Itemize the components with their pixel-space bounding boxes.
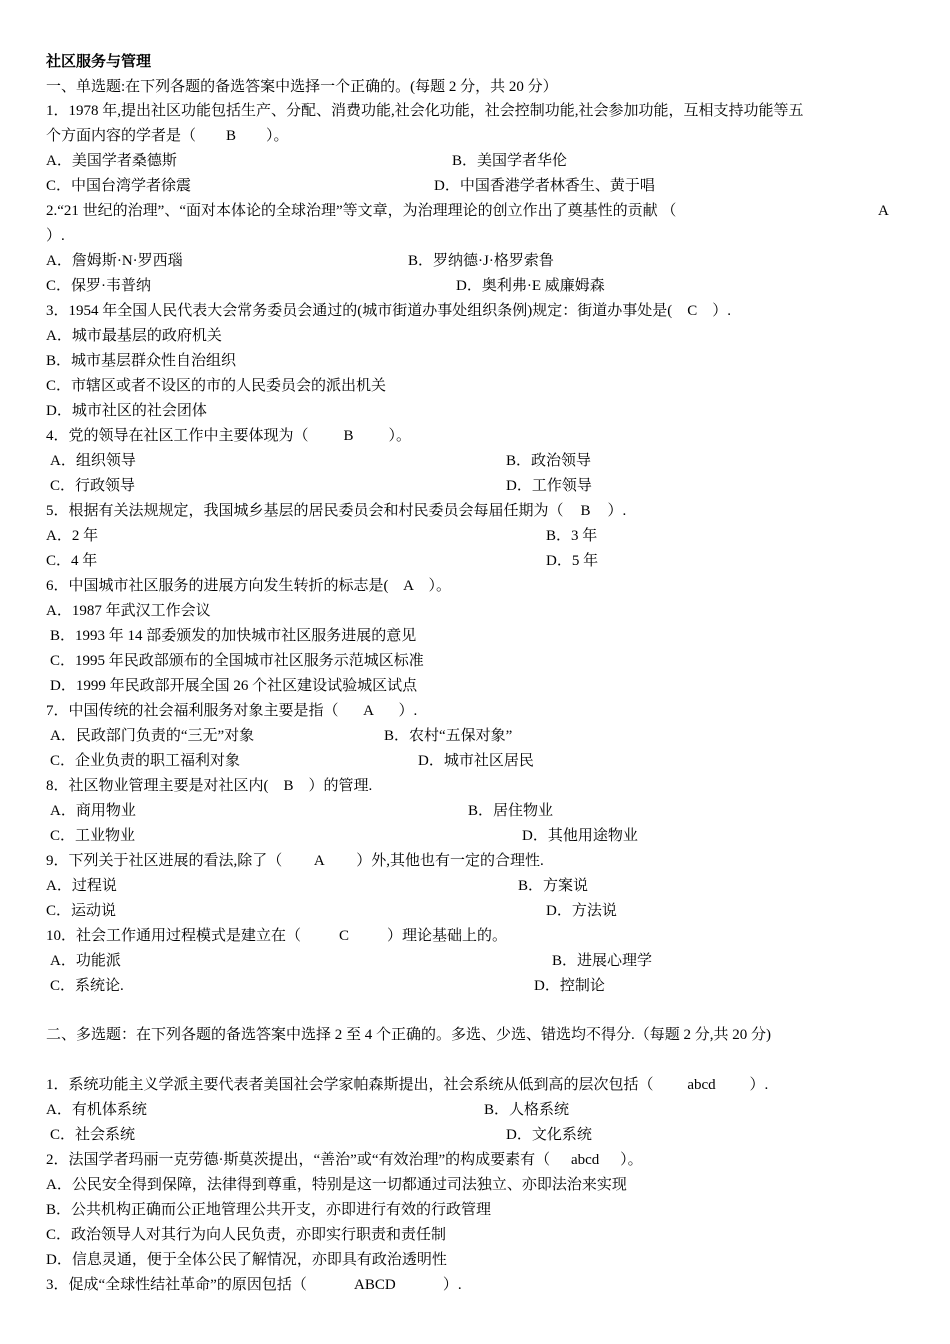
q6-option-c: C．1995 年民政部颁布的全国城市社区服务示范城区标准 [50,653,424,669]
q9-answer: A [313,853,325,869]
s2-q2-answer: abcd [570,1152,600,1168]
section2-heading: 二、多选题：在下列各题的备选答案中选择 2 至 4 个正确的。多选、少选、错选均不得分.（每题 2 分,共 20 分) [46,1027,771,1043]
q7-answer: A [363,703,374,719]
q2-option-b: B．罗纳德·J·格罗索鲁 [408,253,554,269]
q3-stem-b: ）. [712,303,732,319]
s2-q3-stem-b: ）. [442,1277,462,1293]
q7-stem [46,701,417,721]
s2-q1-option-b: B．人格系统 [484,1102,570,1118]
s2-q3-stem-a: 3．促成“全球性结社革命”的原因包括（ [46,1277,307,1293]
s2-q2-stem-b: ）。 [620,1152,643,1168]
q7-stem-a: 7．中国传统的社会福利服务对象主要是指（ [46,703,339,719]
q3-option-d: D．城市社区的社会团体 [46,403,207,419]
q4-stem-b: ）。 [388,428,412,444]
q10-answer: C [339,928,350,944]
q1-stem-line1: 1．1978 年,提出社区功能包括生产、分配、消费功能,社会化功能，社会控制功能,社会参加功能，互相支持功能等五 [46,103,804,119]
q9-option-a: A．过程说 [46,878,117,894]
q8-option-d: D．其他用途物业 [522,828,638,844]
q9-option-d: D．方法说 [546,903,617,919]
q1-stem-line2 [46,126,289,146]
q10-option-b: B．进展心理学 [552,953,653,969]
q8-answer: B [283,778,294,794]
q4-option-c: C．行政领导 [50,478,136,494]
q4-stem [46,426,411,446]
s2-q1-stem [46,1075,768,1095]
q3-answer: C [687,303,698,319]
q2-option-a: A．詹姆斯·N·罗西瑙 [46,253,183,269]
s2-q3-stem [46,1275,462,1295]
s2-q2-option-d: D．信息灵通，便于全体公民了解情况，亦即具有政治透明性 [46,1252,447,1268]
q5-stem [46,501,626,521]
s2-q2-option-a: A．公民安全得到保障，法律得到尊重，特别是这一切都通过司法独立、亦即法治来实现 [46,1177,627,1193]
q8-option-c: C．工业物业 [50,828,136,844]
q4-option-b: B．政治领导 [506,453,592,469]
q2-stem-line1: 2.“21 世纪的治理”、“面对本体论的全球治理”等文章，为治理理论的创立作出了奠基性的贡献 （ [46,203,677,219]
s2-q2-option-c: C．政治领导人对其行为向人民负责，亦即实行职责和责任制 [46,1227,447,1243]
q2-option-c: C．保罗·韦普纳 [46,278,152,294]
q3-option-c: C．市辖区或者不设区的市的人民委员会的派出机关 [46,378,387,394]
s2-q1-option-d: D．文化系统 [506,1127,592,1143]
s2-q1-option-a: A．有机体系统 [46,1102,147,1118]
q4-option-d: D．工作领导 [506,478,592,494]
q1-option-d: D．中国香港学者林香生、黄于唱 [434,178,655,194]
q1-option-a: A．美国学者桑德斯 [46,153,177,169]
q10-option-a: A．功能派 [50,953,121,969]
q5-option-b: B．3 年 [546,528,598,544]
s2-q1-answer: abcd [687,1077,716,1093]
q5-stem-b: ）. [607,503,627,519]
q1-answer: B [226,128,237,144]
q6-stem [46,576,451,596]
q9-option-b: B．方案说 [518,878,589,894]
q5-option-a: A．2 年 [46,528,99,544]
q1-stem-b: ）。 [266,128,289,144]
q8-stem-b: ）的管理. [308,778,373,794]
s2-q2-stem [46,1150,643,1170]
q3-option-a: A．城市最基层的政府机关 [46,328,222,344]
q7-stem-b: ）. [398,703,418,719]
q9-option-c: C．运动说 [46,903,117,919]
q6-option-b: B．1993 年 14 部委颁发的加快城市社区服务进展的意见 [50,628,417,644]
q2-answer: A [878,203,889,219]
s2-q1-option-c: C．社会系统 [50,1127,136,1143]
section1-heading: 一、单选题:在下列各题的备选答案中选择一个正确的。(每题 2 分，共 20 分） [46,79,558,95]
s2-q2-stem-a: 2．法国学者玛丽一克劳德·斯莫茨提出，“善治”或“有效治理”的构成要素有（ [46,1152,551,1168]
q8-option-a: A．商用物业 [50,803,136,819]
q2-option-d: D．奥利弗·E 威廉姆森 [456,278,605,294]
q8-option-b: B．居住物业 [468,803,554,819]
q4-stem-a: 4．党的领导在社区工作中主要体现为（ [46,428,309,444]
s2-q1-stem-b: ）. [749,1077,769,1093]
q6-answer: A [403,578,414,594]
document-title: 社区服务与管理 [46,54,152,70]
q7-option-c: C．企业负责的职工福利对象 [50,753,241,769]
q8-stem [46,776,372,796]
q5-stem-a: 5．根据有关法规规定，我国城乡基层的居民委员会和村民委员会每届任期为（ [46,503,564,519]
q10-stem-a: 10．社会工作通用过程模式是建立在（ [46,928,302,944]
q6-stem-b: ）。 [428,578,452,594]
q1-stem-a: 个方面内容的学者是（ [46,128,197,144]
q6-option-d: D．1999 年民政部开展全国 26 个社区建设试验城区试点 [50,678,418,694]
q9-stem-a: 9．下列关于社区进展的看法,除了（ [46,853,283,869]
q3-stem [46,301,731,321]
q2-stem-line2: ）. [46,228,65,244]
q3-option-b: B．城市基层群众性自治组织 [46,353,237,369]
q10-stem-b: ）理论基础上的。 [387,928,508,944]
q9-stem [46,851,544,871]
q10-stem [46,926,507,946]
q8-stem-a: 8．社区物业管理主要是对社区内( [46,778,269,794]
q6-option-a: A．1987 年武汉工作会议 [46,603,211,619]
q10-option-c: C．系统论. [50,978,124,994]
q5-answer: B [580,503,591,519]
q3-stem-a: 3．1954 年全国人民代表大会常务委员会通过的(城市街道办事处组织条例)规定：街道办事处是( [46,303,673,319]
q1-option-b: B．美国学者华伦 [452,153,568,169]
s2-q3-answer: ABCD [353,1277,396,1293]
q5-option-d: D．5 年 [546,553,599,569]
q7-option-d: D．城市社区居民 [418,753,534,769]
q5-option-c: C．4 年 [46,553,98,569]
q7-option-a: A．民政部门负责的“三无”对象 [50,728,255,744]
q7-option-b: B．农村“五保对象” [384,728,513,744]
q4-option-a: A．组织领导 [50,453,136,469]
q9-stem-b: ）外,其他也有一定的合理性. [356,853,544,869]
q4-answer: B [343,428,354,444]
q6-stem-a: 6．中国城市社区服务的进展方向发生转折的标志是( [46,578,389,594]
s2-q2-option-b: B．公共机构正确而公正地管理公共开支，亦即进行有效的行政管理 [46,1202,492,1218]
q10-option-d: D．控制论 [534,978,605,994]
s2-q1-stem-a: 1．系统功能主义学派主要代表者美国社会学家帕森斯提出，社会系统从低到高的层次包括（ [46,1077,654,1093]
q1-option-c: C．中国台湾学者徐震 [46,178,192,194]
